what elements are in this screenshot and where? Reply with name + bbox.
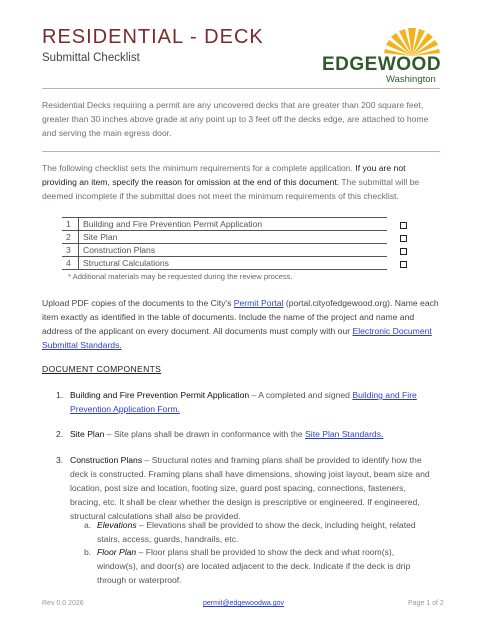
table-row (62, 257, 387, 270)
table-row (62, 231, 387, 244)
checklist-note: * Additional materials may be requested during the review process. (68, 272, 293, 281)
checkbox-structural-calculations[interactable] (400, 261, 407, 268)
item-text: – A completed and signed (249, 390, 353, 400)
item-number: 3. (56, 455, 64, 465)
subitem-letter: b. (84, 547, 92, 557)
requirements-text-1: The following checklist sets the minimum requirements for a complete application. (42, 163, 353, 173)
page-title: RESIDENTIAL - DECK (42, 26, 264, 48)
checklist-label: Building and Fire Prevention Permit Application (79, 218, 388, 231)
checklist-label: Structural Calculations (79, 257, 388, 270)
header-divider (42, 88, 440, 89)
checklist-number: 2 (62, 231, 79, 244)
footer-revision: Rev 0.0 2026 (42, 600, 84, 607)
item-lead: Site Plan (70, 429, 105, 439)
checklist-table (62, 217, 387, 270)
checkbox-building-permit[interactable] (400, 222, 407, 229)
footer-email-link[interactable]: permit@edgewoodwa.gov (203, 600, 285, 607)
submittal-standards-link[interactable]: Electronic Document Submittal Standards. (42, 326, 432, 350)
item-number: 1. (56, 390, 64, 400)
table-row (62, 244, 387, 257)
item-lead: Building and Fire Prevention Permit Application (70, 390, 250, 400)
item-text: – Structural notes and framing plans shall be provided to identify how the deck is constructed. Framing plans shall have dimensions, showing joist layout, beam size and location, post size and location, footing size, guard post spacing, connections, fasteners, bracing, etc. It shall be clear whether the design is prescriptive or engineered. If engineered, structural calculations shall also be provided. (70, 455, 430, 521)
edgewood-logo (322, 26, 442, 86)
item-lead: Construction Plans (70, 455, 143, 465)
intro-paragraph: Residential Decks requiring a permit are any uncovered decks that are greater than 200 square feet, greater than 30 inches above grade at any point up to 3 feet off the decks edge, are attached to home and serving the main egress door. (42, 100, 429, 138)
components-heading: DOCUMENT COMPONENTS (42, 364, 162, 374)
subitem-lead: Floor Plan (97, 547, 137, 557)
table-row (62, 218, 387, 231)
section-divider (42, 151, 440, 152)
logo-name: EDGEWOOD (322, 54, 442, 75)
page-subtitle: Submittal Checklist (42, 52, 140, 64)
subitem-letter: a. (84, 520, 92, 530)
checklist-number: 3 (62, 244, 79, 257)
item-number: 2. (56, 429, 64, 439)
checkbox-construction-plans[interactable] (400, 248, 407, 255)
checklist-label: Construction Plans (79, 244, 388, 257)
sun-icon (384, 26, 440, 56)
subitem-text: – Elevations shall be provided to show the deck, including height, related stairs, access, guards, handrails, etc. (97, 520, 416, 544)
subitem-text: – Floor plans shall be provided to show the deck and what room(s), window(s), and door(s) are located adjacent to the deck. Indicate if the deck is drip through or waterproof. (97, 547, 411, 585)
checklist-number: 1 (62, 218, 79, 231)
item-text: – Site plans shall be drawn in conformance with the (104, 429, 306, 439)
permit-portal-link[interactable]: Permit Portal (233, 298, 284, 308)
checklist-label: Site Plan (79, 231, 388, 244)
footer-page-number: Page 1 of 2 (408, 600, 444, 607)
requirements-text-3: The submittal will be deemed incomplete if the submittal does not meet the minimum requirements of this checklist. (42, 177, 420, 201)
site-plan-standards-link[interactable]: Site Plan Standards. (305, 429, 384, 439)
application-form-link[interactable]: Building and Fire Prevention Application Form. (70, 390, 417, 414)
logo-subtitle: Washington (386, 74, 436, 85)
upload-paragraph (42, 296, 442, 352)
subitem-lead: Elevations (97, 520, 137, 530)
upload-text-1: Upload PDF copies of the documents to the City's (42, 298, 232, 308)
upload-text-2: (portal.cityofedgewood.org). Name each item exactly as identified in the table of documents. Include the name of the project and name and address of the applicant on every document. All documents must comply with our (42, 298, 439, 336)
requirements-text-2: If you are not providing an item, specify the reason for omission at the end of this document. (42, 163, 406, 187)
checklist-number: 4 (62, 257, 79, 270)
requirements-paragraph (42, 161, 442, 203)
checkbox-site-plan[interactable] (400, 235, 407, 242)
